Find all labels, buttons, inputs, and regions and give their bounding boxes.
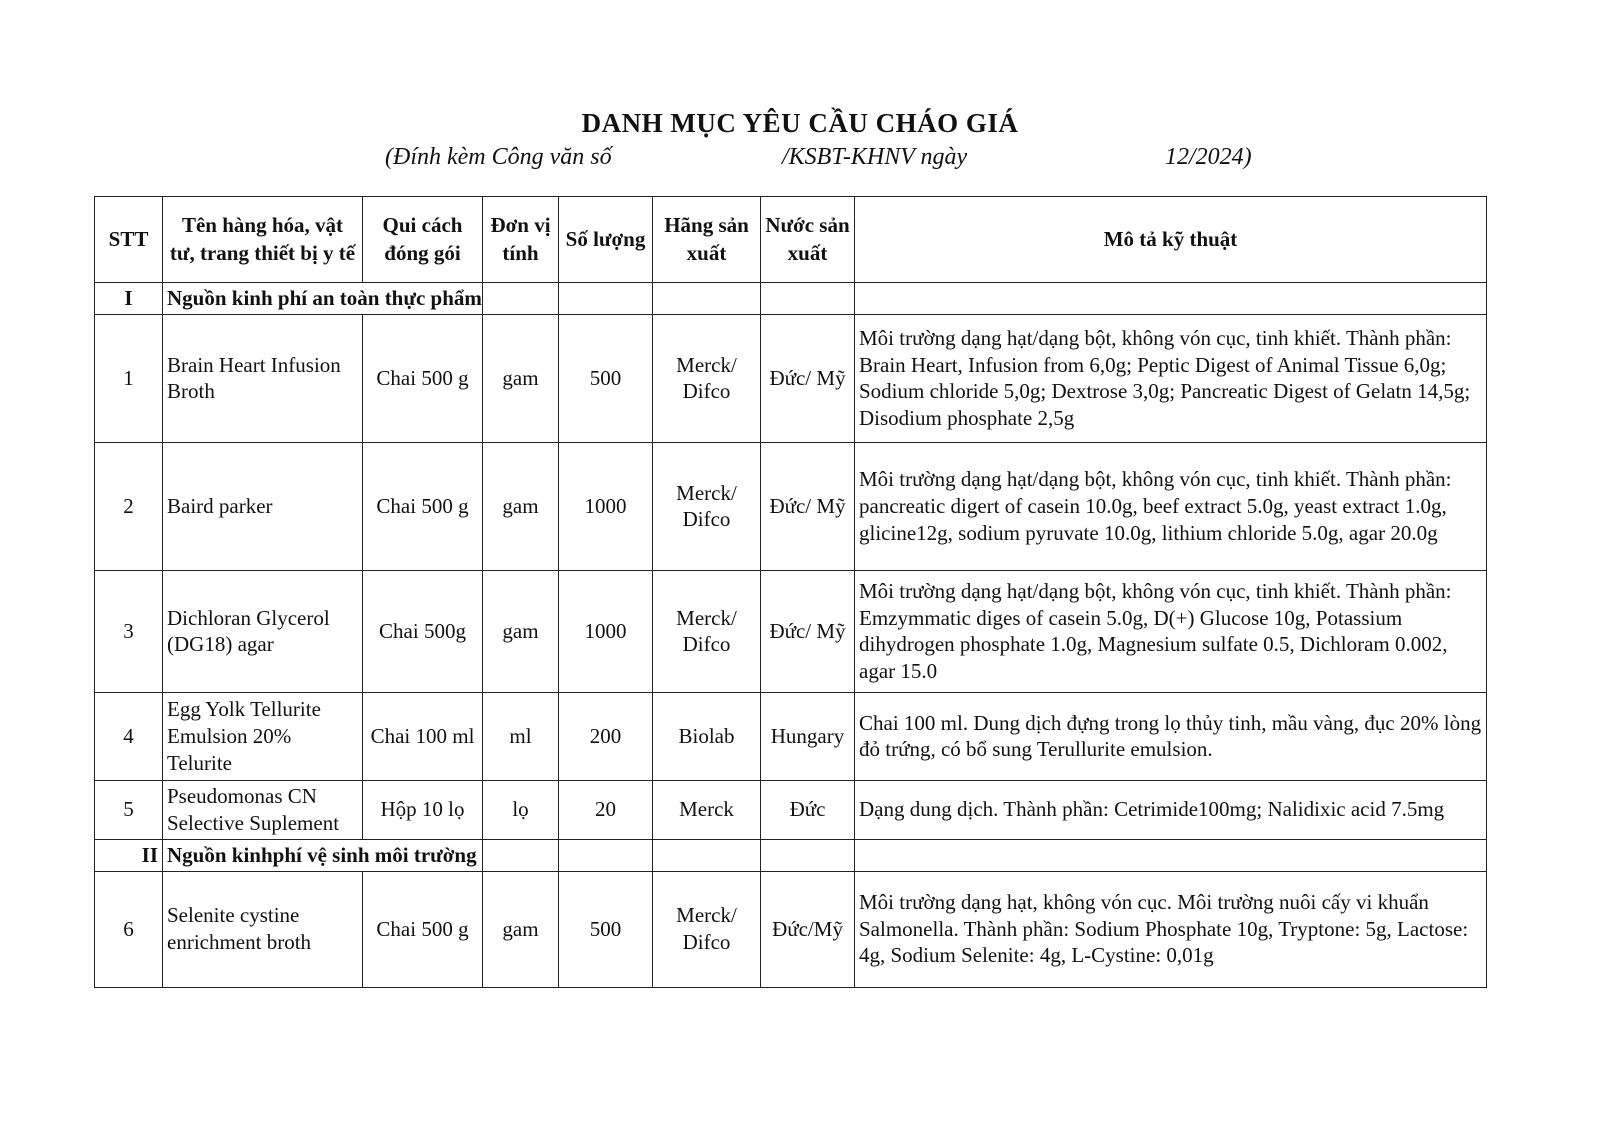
cell-country: Đức <box>761 780 855 839</box>
header-row <box>95 197 1487 283</box>
cell-stt: 5 <box>95 780 163 839</box>
cell-description: Dạng dung dịch. Thành phần: Cetrimide100mg; Nalidixic acid 7.5mg <box>855 780 1487 839</box>
cell-quantity: 1000 <box>559 570 653 692</box>
cell-name: Brain Heart Infusion Broth <box>163 314 363 442</box>
cell-stt: 2 <box>95 442 163 570</box>
cell-unit: ml <box>483 692 559 780</box>
cell-name: Dichloran Glycerol (DG18) agar <box>163 570 363 692</box>
cell-manufacturer: Merck/ Difco <box>653 871 761 987</box>
header-unit: Đơn vị tính <box>483 197 559 283</box>
cell-manufacturer: Merck/ Difco <box>653 314 761 442</box>
section-row <box>95 839 1487 871</box>
cell-unit: gam <box>483 314 559 442</box>
document-title: DANH MỤC YÊU CẦU CHÁO GIÁ <box>581 108 1019 138</box>
table-row <box>95 442 1487 570</box>
cell-unit: gam <box>483 871 559 987</box>
cell-description: Môi trường dạng hạt, không vón cục. Môi trường nuôi cấy vi khuẩn Salmonella. Thành phần: Sodium Phosphate 10g, Tryptone: 5g, Lactose: 4g, Sodium Selenite: 4g, L-Cystine: 0,01g <box>855 871 1487 987</box>
cell-quantity: 500 <box>559 314 653 442</box>
section-number: I <box>95 283 163 315</box>
cell-packing: Chai 500 g <box>363 442 483 570</box>
cell-description: Môi trường dạng hạt/dạng bột, không vón cục, tinh khiết. Thành phần: pancreatic digert of casein 10.0g, beef extract 5.0g, yeast extract 1.0g, glicine12g, sodium pyruvate 10.0g, lithium chloride 5.0g, agar 20.0g <box>855 442 1487 570</box>
cell-unit: lọ <box>483 780 559 839</box>
cell-country: Đức/ Mỹ <box>761 314 855 442</box>
cell-unit: gam <box>483 570 559 692</box>
section-label: Nguồn kinhphí vệ sinh môi trường <box>163 839 483 871</box>
cell-country: Đức/ Mỹ <box>761 442 855 570</box>
section-row <box>95 283 1487 315</box>
header-manufacturer: Hãng sản xuất <box>653 197 761 283</box>
cell-manufacturer: Biolab <box>653 692 761 780</box>
cell-packing: Chai 100 ml <box>363 692 483 780</box>
cell-stt: 6 <box>95 871 163 987</box>
cell-manufacturer: Merck/ Difco <box>653 570 761 692</box>
cell-packing: Chai 500g <box>363 570 483 692</box>
table-row <box>95 570 1487 692</box>
cell-name: Selenite cystine enrichment broth <box>163 871 363 987</box>
subtitle-reference: (Đính kèm Công văn số <box>385 144 612 170</box>
table-row <box>95 871 1487 987</box>
cell-name: Pseudomonas CN Selective Suplement <box>163 780 363 839</box>
table-row <box>95 314 1487 442</box>
header-name: Tên hàng hóa, vật tư, trang thiết bị y tế <box>163 197 363 283</box>
header-quantity: Số lượng <box>559 197 653 283</box>
cell-packing: Chai 500 g <box>363 871 483 987</box>
cell-description: Môi trường dạng hạt/dạng bột, không vón cục, tinh khiết. Thành phần: Emzymmatic diges of casein 5.0g, D(+) Glucose 10g, Potassium dihydrogen phosphate 1.0g, Magnesium sulfate 0.5, Dichloram 0.002, agar 15.0 <box>855 570 1487 692</box>
cell-unit: gam <box>483 442 559 570</box>
cell-name: Egg Yolk Tellurite Emulsion 20% Telurite <box>163 692 363 780</box>
cell-packing: Chai 500 g <box>363 314 483 442</box>
subtitle-code: /KSBT-KHNV ngày <box>782 144 968 170</box>
price-request-table <box>94 196 1487 988</box>
header-country: Nước sản xuất <box>761 197 855 283</box>
cell-quantity: 200 <box>559 692 653 780</box>
cell-quantity: 1000 <box>559 442 653 570</box>
cell-packing: Hộp 10 lọ <box>363 780 483 839</box>
cell-quantity: 500 <box>559 871 653 987</box>
table-row <box>95 692 1487 780</box>
cell-name: Baird parker <box>163 442 363 570</box>
cell-country: Đức/ Mỹ <box>761 570 855 692</box>
cell-quantity: 20 <box>559 780 653 839</box>
header-description: Mô tả kỹ thuật <box>855 197 1487 283</box>
cell-country: Hungary <box>761 692 855 780</box>
header-stt: STT <box>95 197 163 283</box>
section-label: Nguồn kinh phí an toàn thực phẩm <box>163 283 483 315</box>
cell-description: Chai 100 ml. Dung dịch đựng trong lọ thủy tinh, mầu vàng, đục 20% lòng đỏ trứng, có bổ sung Terullurite emulsion. <box>855 692 1487 780</box>
cell-stt: 4 <box>95 692 163 780</box>
cell-manufacturer: Merck <box>653 780 761 839</box>
section-number: II <box>95 839 163 871</box>
cell-country: Đức/Mỹ <box>761 871 855 987</box>
cell-stt: 1 <box>95 314 163 442</box>
header-packing: Qui cách đóng gói <box>363 197 483 283</box>
table-row <box>95 780 1487 839</box>
cell-manufacturer: Merck/ Difco <box>653 442 761 570</box>
subtitle-date: 12/2024) <box>1165 144 1252 170</box>
cell-stt: 3 <box>95 570 163 692</box>
cell-description: Môi trường dạng hạt/dạng bột, không vón cục, tinh khiết. Thành phần: Brain Heart, Infusion from 6,0g; Peptic Digest of Animal Tissue 6,0g; Sodium chloride 5,0g; Dextrose 3,0g; Pancreatic Digest of Gelatn 14,5g; Disodium phosphate 2,5g <box>855 314 1487 442</box>
